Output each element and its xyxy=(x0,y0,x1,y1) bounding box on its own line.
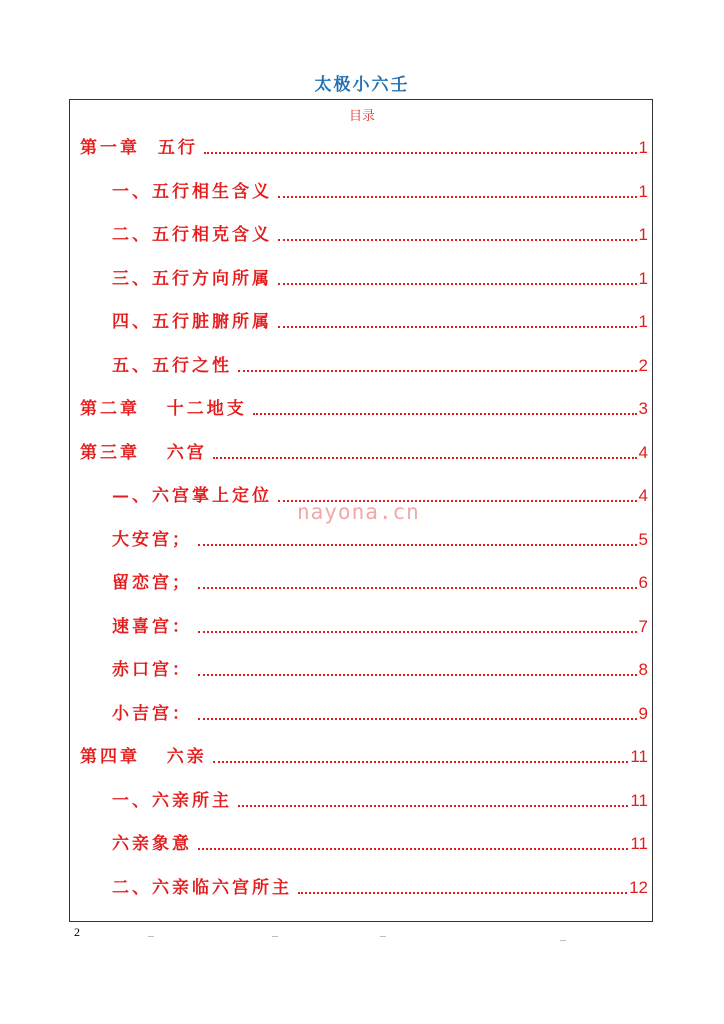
toc-dot-leader xyxy=(253,413,637,415)
toc-entry[interactable] xyxy=(112,612,648,642)
toc-dot-leader xyxy=(213,761,629,763)
toc-heading: 目录 xyxy=(348,109,375,124)
toc-entry-label: 小吉宫： xyxy=(112,704,192,724)
toc-entry-label: 一、六亲所主 xyxy=(112,791,232,811)
toc-dot-leader xyxy=(198,848,628,850)
toc-entry-page-number: 1 xyxy=(638,312,648,331)
toc-entry-page-number: 8 xyxy=(638,660,648,679)
toc-entry-label: 二、五行相克含义 xyxy=(112,225,272,245)
toc-dot-leader xyxy=(204,152,637,154)
toc-entry[interactable] xyxy=(112,786,648,816)
toc-entry-page-number: 4 xyxy=(638,443,648,462)
toc-entry-page-number: 5 xyxy=(638,530,648,549)
toc-dot-leader xyxy=(278,239,637,241)
toc-entry[interactable] xyxy=(80,742,648,772)
footer-mark xyxy=(380,936,386,937)
footer-mark xyxy=(560,940,566,941)
watermark-text: nayona.cn xyxy=(297,500,420,524)
toc-dot-leader xyxy=(198,544,637,546)
toc-entry-page-number: 4 xyxy=(638,486,648,505)
toc-entry-page-number: 1 xyxy=(638,269,648,288)
toc-dot-leader xyxy=(278,326,637,328)
toc-entry[interactable] xyxy=(80,133,648,163)
toc-dot-leader xyxy=(198,674,637,676)
toc-entry-page-number: 6 xyxy=(638,573,648,592)
toc-entry-label: 速喜宫： xyxy=(112,617,192,637)
toc-entry-label: 第一章 五行 xyxy=(80,138,198,158)
toc-entry[interactable] xyxy=(112,699,648,729)
toc-entry[interactable] xyxy=(80,438,648,468)
toc-entry[interactable] xyxy=(112,177,648,207)
footer-mark xyxy=(148,936,154,937)
toc-entry-page-number: 1 xyxy=(638,138,648,157)
toc-entry[interactable] xyxy=(112,525,648,555)
footer-page-number: 2 xyxy=(74,925,80,939)
toc-entry[interactable] xyxy=(112,351,648,381)
toc-entry-page-number: 3 xyxy=(638,399,648,418)
toc-entry-label: 留恋宫； xyxy=(112,573,192,593)
toc-entry-label: 三、五行方向所属 xyxy=(112,269,272,289)
toc-dot-leader xyxy=(238,370,637,372)
toc-entry-label: —、六宫掌上定位 xyxy=(112,486,272,506)
toc-dot-leader xyxy=(238,805,628,807)
toc-entry-label: 四、五行脏腑所属 xyxy=(112,312,272,332)
document-title: 太极小六壬 xyxy=(314,75,410,95)
toc-dot-leader xyxy=(213,457,637,459)
toc-dot-leader xyxy=(198,718,637,720)
toc-entry-label: 第三章 六宫 xyxy=(80,443,207,463)
toc-entry-page-number: 9 xyxy=(638,704,648,723)
toc-entry-page-number: 7 xyxy=(638,617,648,636)
toc-entry-page-number: 11 xyxy=(630,747,648,766)
toc-entry-label: 二、六亲临六宫所主 xyxy=(112,878,292,898)
toc-entry[interactable] xyxy=(112,829,648,859)
toc-dot-leader xyxy=(298,892,627,894)
footer-mark xyxy=(272,936,278,937)
toc-entry-label: 第二章 十二地支 xyxy=(80,399,247,419)
toc-entry[interactable] xyxy=(112,568,648,598)
toc-entry-page-number: 1 xyxy=(638,225,648,244)
toc-dot-leader xyxy=(198,587,637,589)
toc-entry-label: 六亲象意 xyxy=(112,834,192,854)
toc-entry[interactable] xyxy=(112,220,648,250)
toc-entry-page-number: 2 xyxy=(638,356,648,375)
toc-entry-label: 第四章 六亲 xyxy=(80,747,207,767)
toc-entry-page-number: 11 xyxy=(630,791,648,810)
toc-entry-page-number: 12 xyxy=(629,878,648,897)
toc-dot-leader xyxy=(278,283,637,285)
toc-entry-label: 一、五行相生含义 xyxy=(112,182,272,202)
toc-entry-label: 五、五行之性 xyxy=(112,356,232,376)
toc-entry[interactable] xyxy=(112,873,648,903)
toc-dot-leader xyxy=(198,631,637,633)
toc-entry-page-number: 11 xyxy=(630,834,648,853)
toc-entry[interactable] xyxy=(112,307,648,337)
toc-entry-page-number: 1 xyxy=(638,182,648,201)
toc-entry[interactable] xyxy=(112,264,648,294)
toc-entry-label: 大安宫； xyxy=(112,530,192,550)
toc-entry[interactable] xyxy=(112,655,648,685)
toc-entry[interactable] xyxy=(80,394,648,424)
toc-entry-label: 赤口宫： xyxy=(112,660,192,680)
toc-dot-leader xyxy=(278,196,637,198)
